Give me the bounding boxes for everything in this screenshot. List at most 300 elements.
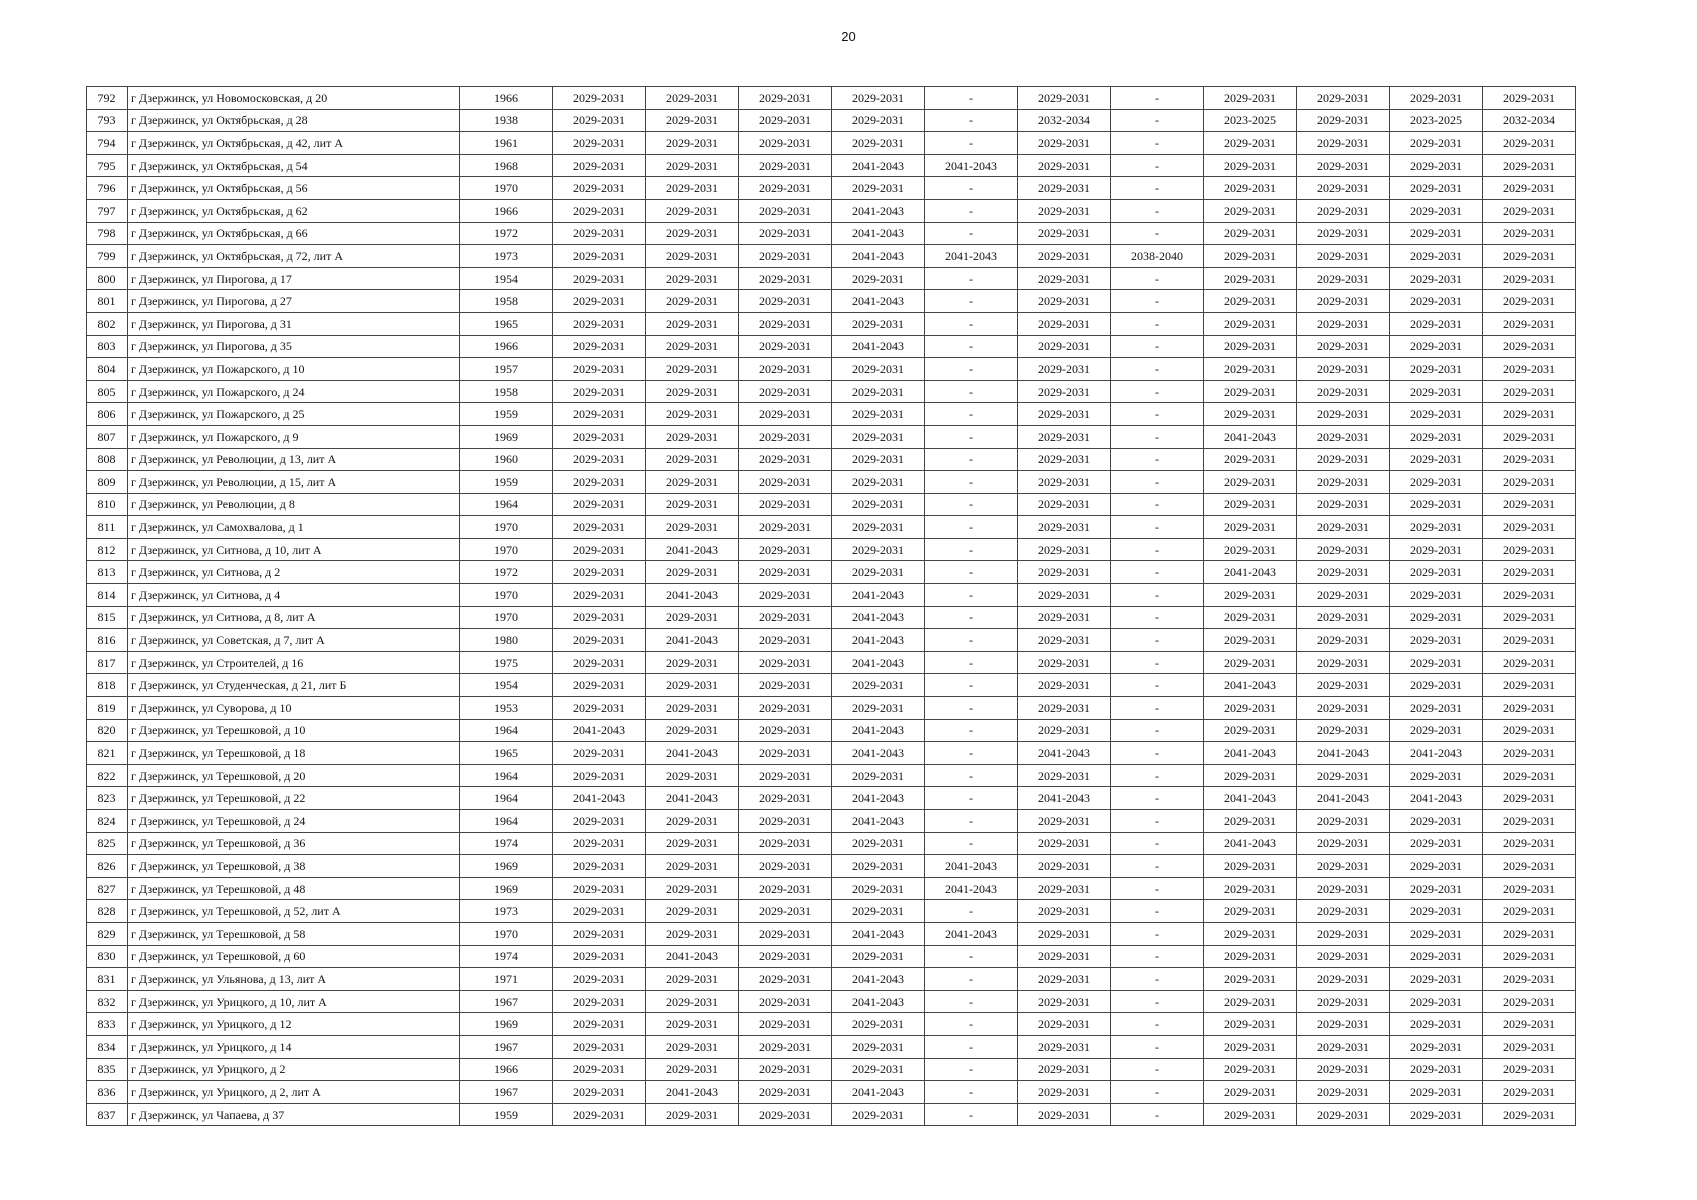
period-cell: - xyxy=(1111,1081,1204,1104)
period-cell: 2029-2031 xyxy=(1297,245,1390,268)
period-cell: 2029-2031 xyxy=(646,199,739,222)
period-cell: 2029-2031 xyxy=(1018,697,1111,720)
period-cell: 2029-2031 xyxy=(646,674,739,697)
period-cell: 2029-2031 xyxy=(739,764,832,787)
period-cell: 2029-2031 xyxy=(646,312,739,335)
period-cell: 2029-2031 xyxy=(1483,425,1576,448)
year-cell: 1958 xyxy=(460,290,553,313)
period-cell: 2029-2031 xyxy=(553,199,646,222)
period-cell: 2029-2031 xyxy=(739,1013,832,1036)
table-row xyxy=(87,1103,1576,1126)
period-cell: 2029-2031 xyxy=(1483,606,1576,629)
year-cell: 1957 xyxy=(460,358,553,381)
table-row xyxy=(87,697,1576,720)
year-cell: 1970 xyxy=(460,606,553,629)
period-cell: - xyxy=(1111,222,1204,245)
period-cell: 2041-2043 xyxy=(832,810,925,833)
period-cell: 2029-2031 xyxy=(553,1035,646,1058)
address-cell: г Дзержинск, ул Пожарского, д 25 xyxy=(128,403,460,426)
period-cell: 2029-2031 xyxy=(553,561,646,584)
period-cell: 2029-2031 xyxy=(1297,810,1390,833)
row-number-cell: 820 xyxy=(87,719,128,742)
period-cell: 2029-2031 xyxy=(646,810,739,833)
period-cell: 2029-2031 xyxy=(553,697,646,720)
row-number-cell: 801 xyxy=(87,290,128,313)
period-cell: 2029-2031 xyxy=(832,425,925,448)
period-cell: 2029-2031 xyxy=(1018,1081,1111,1104)
period-cell: - xyxy=(1111,132,1204,155)
year-cell: 1953 xyxy=(460,697,553,720)
row-number-cell: 805 xyxy=(87,380,128,403)
year-cell: 1970 xyxy=(460,177,553,200)
period-cell: 2029-2031 xyxy=(1018,538,1111,561)
period-cell: 2029-2031 xyxy=(1483,538,1576,561)
period-cell: 2029-2031 xyxy=(739,335,832,358)
period-cell: 2029-2031 xyxy=(739,742,832,765)
year-cell: 1954 xyxy=(460,267,553,290)
period-cell: - xyxy=(1111,900,1204,923)
address-cell: г Дзержинск, ул Суворова, д 10 xyxy=(128,697,460,720)
period-cell: 2029-2031 xyxy=(832,900,925,923)
table-row xyxy=(87,674,1576,697)
period-cell: 2029-2031 xyxy=(553,877,646,900)
period-cell: 2029-2031 xyxy=(1390,177,1483,200)
period-cell: 2029-2031 xyxy=(1018,719,1111,742)
table-row xyxy=(87,290,1576,313)
address-cell: г Дзержинск, ул Терешковой, д 48 xyxy=(128,877,460,900)
period-cell: 2029-2031 xyxy=(832,493,925,516)
period-cell: 2029-2031 xyxy=(1390,810,1483,833)
period-cell: 2029-2031 xyxy=(646,968,739,991)
period-cell: 2029-2031 xyxy=(832,877,925,900)
period-cell: - xyxy=(925,606,1018,629)
table-row xyxy=(87,922,1576,945)
row-number-cell: 809 xyxy=(87,471,128,494)
row-number-cell: 824 xyxy=(87,810,128,833)
period-cell: 2029-2031 xyxy=(1390,968,1483,991)
table-row xyxy=(87,719,1576,742)
address-cell: г Дзержинск, ул Терешковой, д 20 xyxy=(128,764,460,787)
period-cell: 2029-2031 xyxy=(646,1035,739,1058)
period-cell: 2029-2031 xyxy=(1390,606,1483,629)
period-cell: 2029-2031 xyxy=(553,335,646,358)
period-cell: 2041-2043 xyxy=(832,742,925,765)
period-cell: 2029-2031 xyxy=(1297,968,1390,991)
year-cell: 1972 xyxy=(460,222,553,245)
period-cell: 2041-2043 xyxy=(1390,742,1483,765)
period-cell: 2041-2043 xyxy=(1018,787,1111,810)
address-cell: г Дзержинск, ул Новомосковская, д 20 xyxy=(128,87,460,110)
table-row xyxy=(87,312,1576,335)
period-cell: - xyxy=(925,1081,1018,1104)
table-row xyxy=(87,832,1576,855)
period-cell: 2029-2031 xyxy=(739,832,832,855)
year-cell: 1965 xyxy=(460,742,553,765)
year-cell: 1967 xyxy=(460,1081,553,1104)
period-cell: 2029-2031 xyxy=(832,945,925,968)
period-cell: 2029-2031 xyxy=(832,1103,925,1126)
period-cell: 2029-2031 xyxy=(1018,516,1111,539)
period-cell: 2029-2031 xyxy=(1390,312,1483,335)
address-cell: г Дзержинск, ул Строителей, д 16 xyxy=(128,651,460,674)
period-cell: 2029-2031 xyxy=(1483,290,1576,313)
period-cell: 2029-2031 xyxy=(1390,358,1483,381)
period-cell: 2029-2031 xyxy=(1297,448,1390,471)
period-cell: - xyxy=(1111,177,1204,200)
table-row xyxy=(87,877,1576,900)
period-cell: 2041-2043 xyxy=(832,719,925,742)
period-cell: 2029-2031 xyxy=(646,561,739,584)
period-cell: 2029-2031 xyxy=(1297,922,1390,945)
year-cell: 1970 xyxy=(460,516,553,539)
table-row xyxy=(87,403,1576,426)
table-row xyxy=(87,335,1576,358)
period-cell: 2029-2031 xyxy=(739,697,832,720)
period-cell: 2029-2031 xyxy=(1204,697,1297,720)
period-cell: 2041-2043 xyxy=(832,651,925,674)
period-cell: - xyxy=(925,1035,1018,1058)
period-cell: 2041-2043 xyxy=(1204,787,1297,810)
period-cell: 2029-2031 xyxy=(1390,584,1483,607)
period-cell: 2029-2031 xyxy=(1297,380,1390,403)
year-cell: 1938 xyxy=(460,109,553,132)
table-row xyxy=(87,606,1576,629)
period-cell: 2029-2031 xyxy=(553,968,646,991)
period-cell: 2029-2031 xyxy=(739,267,832,290)
year-cell: 1969 xyxy=(460,855,553,878)
period-cell: 2029-2031 xyxy=(1297,335,1390,358)
period-cell: 2029-2031 xyxy=(1204,87,1297,110)
period-cell: 2029-2031 xyxy=(1204,1035,1297,1058)
period-cell: 2029-2031 xyxy=(553,538,646,561)
period-cell: 2029-2031 xyxy=(1297,177,1390,200)
period-cell: 2029-2031 xyxy=(1204,945,1297,968)
period-cell: 2041-2043 xyxy=(646,538,739,561)
period-cell: 2029-2031 xyxy=(1390,199,1483,222)
row-number-cell: 804 xyxy=(87,358,128,381)
period-cell: 2029-2031 xyxy=(1483,629,1576,652)
row-number-cell: 810 xyxy=(87,493,128,516)
period-cell: 2029-2031 xyxy=(1483,719,1576,742)
table-row xyxy=(87,629,1576,652)
period-cell: 2041-2043 xyxy=(1204,832,1297,855)
period-cell: - xyxy=(925,199,1018,222)
period-cell: 2029-2031 xyxy=(1390,290,1483,313)
period-cell: 2029-2031 xyxy=(1204,222,1297,245)
period-cell: 2041-2043 xyxy=(925,154,1018,177)
period-cell: - xyxy=(925,945,1018,968)
year-cell: 1973 xyxy=(460,900,553,923)
period-cell: - xyxy=(1111,968,1204,991)
period-cell: 2029-2031 xyxy=(1390,335,1483,358)
period-cell: - xyxy=(1111,1035,1204,1058)
period-cell: - xyxy=(1111,312,1204,335)
period-cell: 2029-2031 xyxy=(553,900,646,923)
period-cell: 2029-2031 xyxy=(553,1081,646,1104)
period-cell: - xyxy=(1111,1013,1204,1036)
year-cell: 1959 xyxy=(460,471,553,494)
period-cell: 2041-2043 xyxy=(1390,787,1483,810)
period-cell: 2029-2031 xyxy=(739,787,832,810)
period-cell: 2029-2031 xyxy=(1483,493,1576,516)
period-cell: 2029-2031 xyxy=(832,132,925,155)
period-cell: 2029-2031 xyxy=(739,154,832,177)
period-cell: 2029-2031 xyxy=(1018,448,1111,471)
row-number-cell: 814 xyxy=(87,584,128,607)
row-number-cell: 799 xyxy=(87,245,128,268)
year-cell: 1959 xyxy=(460,1103,553,1126)
period-cell: 2029-2031 xyxy=(553,810,646,833)
period-cell: 2029-2031 xyxy=(553,312,646,335)
row-number-cell: 829 xyxy=(87,922,128,945)
period-cell: 2029-2031 xyxy=(1018,154,1111,177)
period-cell: 2029-2031 xyxy=(1297,945,1390,968)
period-cell: 2029-2031 xyxy=(1483,132,1576,155)
period-cell: 2029-2031 xyxy=(553,990,646,1013)
period-cell: 2029-2031 xyxy=(1483,471,1576,494)
period-cell: 2029-2031 xyxy=(1297,855,1390,878)
period-cell: 2029-2031 xyxy=(1483,674,1576,697)
address-cell: г Дзержинск, ул Пожарского, д 9 xyxy=(128,425,460,448)
period-cell: 2029-2031 xyxy=(646,516,739,539)
period-cell: 2029-2031 xyxy=(646,335,739,358)
period-cell: 2029-2031 xyxy=(646,177,739,200)
period-cell: - xyxy=(925,787,1018,810)
period-cell: - xyxy=(925,810,1018,833)
period-cell: - xyxy=(925,968,1018,991)
year-cell: 1966 xyxy=(460,199,553,222)
period-cell: 2029-2031 xyxy=(739,1103,832,1126)
period-cell: - xyxy=(925,177,1018,200)
period-cell: 2029-2031 xyxy=(739,674,832,697)
period-cell: 2029-2031 xyxy=(553,674,646,697)
period-cell: 2029-2031 xyxy=(553,1103,646,1126)
table-row xyxy=(87,154,1576,177)
period-cell: 2029-2031 xyxy=(739,629,832,652)
period-cell: 2029-2031 xyxy=(1204,810,1297,833)
period-cell: 2029-2031 xyxy=(553,855,646,878)
period-cell: 2029-2031 xyxy=(1390,697,1483,720)
period-cell: - xyxy=(1111,199,1204,222)
period-cell: 2029-2031 xyxy=(646,87,739,110)
period-cell: 2029-2031 xyxy=(1018,177,1111,200)
row-number-cell: 831 xyxy=(87,968,128,991)
address-cell: г Дзержинск, ул Октябрьская, д 28 xyxy=(128,109,460,132)
period-cell: 2029-2031 xyxy=(1390,538,1483,561)
period-cell: 2041-2043 xyxy=(832,606,925,629)
period-cell: - xyxy=(925,471,1018,494)
table-row xyxy=(87,471,1576,494)
period-cell: 2029-2031 xyxy=(1204,154,1297,177)
table-row xyxy=(87,245,1576,268)
period-cell: 2029-2031 xyxy=(1204,1081,1297,1104)
year-cell: 1975 xyxy=(460,651,553,674)
period-cell: 2041-2043 xyxy=(832,245,925,268)
period-cell: 2029-2031 xyxy=(832,87,925,110)
period-cell: - xyxy=(1111,787,1204,810)
period-cell: 2041-2043 xyxy=(646,1081,739,1104)
period-cell: 2029-2031 xyxy=(1204,245,1297,268)
period-cell: 2029-2031 xyxy=(553,1013,646,1036)
address-cell: г Дзержинск, ул Урицкого, д 2 xyxy=(128,1058,460,1081)
period-cell: 2029-2031 xyxy=(1204,922,1297,945)
row-number-cell: 798 xyxy=(87,222,128,245)
period-cell: 2029-2031 xyxy=(1297,697,1390,720)
period-cell: 2029-2031 xyxy=(1204,877,1297,900)
period-cell: 2029-2031 xyxy=(1483,697,1576,720)
row-number-cell: 821 xyxy=(87,742,128,765)
period-cell: 2029-2031 xyxy=(1483,448,1576,471)
row-number-cell: 813 xyxy=(87,561,128,584)
period-cell: - xyxy=(1111,1103,1204,1126)
period-cell: 2029-2031 xyxy=(1204,358,1297,381)
period-cell: 2029-2031 xyxy=(1483,245,1576,268)
period-cell: 2041-2043 xyxy=(1204,742,1297,765)
address-cell: г Дзержинск, ул Революции, д 13, лит А xyxy=(128,448,460,471)
period-cell: 2029-2031 xyxy=(1018,425,1111,448)
period-cell: 2029-2031 xyxy=(739,87,832,110)
period-cell: 2029-2031 xyxy=(1297,538,1390,561)
address-cell: г Дзержинск, ул Октябрьская, д 56 xyxy=(128,177,460,200)
period-cell: - xyxy=(925,674,1018,697)
period-cell: - xyxy=(925,561,1018,584)
period-cell: 2029-2031 xyxy=(553,606,646,629)
period-cell: 2029-2031 xyxy=(1390,764,1483,787)
period-cell: 2029-2031 xyxy=(1297,990,1390,1013)
period-cell: 2029-2031 xyxy=(1483,516,1576,539)
period-cell: - xyxy=(925,403,1018,426)
period-cell: 2029-2031 xyxy=(1390,222,1483,245)
period-cell: - xyxy=(925,493,1018,516)
period-cell: 2029-2031 xyxy=(1018,651,1111,674)
row-number-cell: 826 xyxy=(87,855,128,878)
period-cell: 2029-2031 xyxy=(1390,380,1483,403)
period-cell: 2029-2031 xyxy=(1390,87,1483,110)
period-cell: 2029-2031 xyxy=(1390,719,1483,742)
period-cell: 2029-2031 xyxy=(832,697,925,720)
address-cell: г Дзержинск, ул Пирогова, д 27 xyxy=(128,290,460,313)
address-cell: г Дзержинск, ул Ситнова, д 10, лит А xyxy=(128,538,460,561)
address-cell: г Дзержинск, ул Терешковой, д 38 xyxy=(128,855,460,878)
period-cell: - xyxy=(1111,810,1204,833)
period-cell: 2029-2031 xyxy=(1204,1103,1297,1126)
row-number-cell: 815 xyxy=(87,606,128,629)
period-cell: - xyxy=(1111,742,1204,765)
year-cell: 1980 xyxy=(460,629,553,652)
period-cell: 2029-2031 xyxy=(1390,425,1483,448)
address-cell: г Дзержинск, ул Революции, д 15, лит А xyxy=(128,471,460,494)
period-cell: 2029-2031 xyxy=(553,87,646,110)
row-number-cell: 803 xyxy=(87,335,128,358)
period-cell: - xyxy=(1111,448,1204,471)
row-number-cell: 827 xyxy=(87,877,128,900)
period-cell: 2029-2031 xyxy=(832,1035,925,1058)
period-cell: 2041-2043 xyxy=(925,245,1018,268)
table-row xyxy=(87,584,1576,607)
period-cell: 2029-2031 xyxy=(832,448,925,471)
period-cell: 2029-2031 xyxy=(1297,1058,1390,1081)
period-cell: 2029-2031 xyxy=(646,290,739,313)
period-cell: 2029-2031 xyxy=(1018,87,1111,110)
period-cell: 2029-2031 xyxy=(646,697,739,720)
table-row xyxy=(87,177,1576,200)
period-cell: 2029-2031 xyxy=(1204,764,1297,787)
period-cell: 2029-2031 xyxy=(1390,877,1483,900)
period-cell: 2029-2031 xyxy=(1297,87,1390,110)
address-cell: г Дзержинск, ул Урицкого, д 10, лит А xyxy=(128,990,460,1013)
row-number-cell: 822 xyxy=(87,764,128,787)
period-cell: - xyxy=(925,87,1018,110)
period-cell: - xyxy=(1111,380,1204,403)
period-cell: 2029-2031 xyxy=(553,629,646,652)
period-cell: 2029-2031 xyxy=(1483,742,1576,765)
address-cell: г Дзержинск, ул Чапаева, д 37 xyxy=(128,1103,460,1126)
period-cell: 2029-2031 xyxy=(1390,561,1483,584)
year-cell: 1967 xyxy=(460,990,553,1013)
period-cell: 2032-2034 xyxy=(1018,109,1111,132)
period-cell: - xyxy=(1111,922,1204,945)
period-cell: 2029-2031 xyxy=(1018,267,1111,290)
period-cell: 2029-2031 xyxy=(1483,900,1576,923)
period-cell: 2029-2031 xyxy=(1204,380,1297,403)
period-cell: 2029-2031 xyxy=(646,922,739,945)
address-cell: г Дзержинск, ул Октябрьская, д 72, лит А xyxy=(128,245,460,268)
period-cell: 2029-2031 xyxy=(739,584,832,607)
year-cell: 1959 xyxy=(460,403,553,426)
period-cell: 2041-2043 xyxy=(646,742,739,765)
period-cell: 2029-2031 xyxy=(1018,1058,1111,1081)
period-cell: 2029-2031 xyxy=(832,855,925,878)
period-cell: 2029-2031 xyxy=(832,403,925,426)
period-cell: - xyxy=(925,742,1018,765)
period-cell: 2029-2031 xyxy=(1390,132,1483,155)
period-cell: - xyxy=(925,516,1018,539)
period-cell: 2029-2031 xyxy=(1390,674,1483,697)
period-cell: 2029-2031 xyxy=(1204,1013,1297,1036)
period-cell: 2029-2031 xyxy=(1483,1058,1576,1081)
period-cell: 2041-2043 xyxy=(832,990,925,1013)
period-cell: 2041-2043 xyxy=(832,222,925,245)
row-number-cell: 794 xyxy=(87,132,128,155)
period-cell: 2029-2031 xyxy=(646,764,739,787)
address-cell: г Дзержинск, ул Терешковой, д 36 xyxy=(128,832,460,855)
period-cell: 2029-2031 xyxy=(553,177,646,200)
period-cell: 2029-2031 xyxy=(1018,900,1111,923)
period-cell: 2029-2031 xyxy=(1483,787,1576,810)
period-cell: 2029-2031 xyxy=(553,471,646,494)
period-cell: 2029-2031 xyxy=(1297,403,1390,426)
period-cell: 2029-2031 xyxy=(1390,493,1483,516)
period-cell: 2029-2031 xyxy=(739,900,832,923)
table-row xyxy=(87,132,1576,155)
period-cell: 2029-2031 xyxy=(1483,1013,1576,1036)
period-cell: 2029-2031 xyxy=(739,222,832,245)
table-row xyxy=(87,538,1576,561)
period-cell: - xyxy=(1111,584,1204,607)
period-cell: 2029-2031 xyxy=(1297,1081,1390,1104)
period-cell: 2041-2043 xyxy=(925,877,1018,900)
address-cell: г Дзержинск, ул Терешковой, д 24 xyxy=(128,810,460,833)
period-cell: 2029-2031 xyxy=(1018,380,1111,403)
row-number-cell: 817 xyxy=(87,651,128,674)
address-cell: г Дзержинск, ул Самохвалова, д 1 xyxy=(128,516,460,539)
period-cell: 2029-2031 xyxy=(1018,1013,1111,1036)
period-cell: 2029-2031 xyxy=(553,945,646,968)
period-cell: 2041-2043 xyxy=(553,719,646,742)
row-number-cell: 836 xyxy=(87,1081,128,1104)
period-cell: 2023-2025 xyxy=(1204,109,1297,132)
period-cell: 2029-2031 xyxy=(1297,493,1390,516)
